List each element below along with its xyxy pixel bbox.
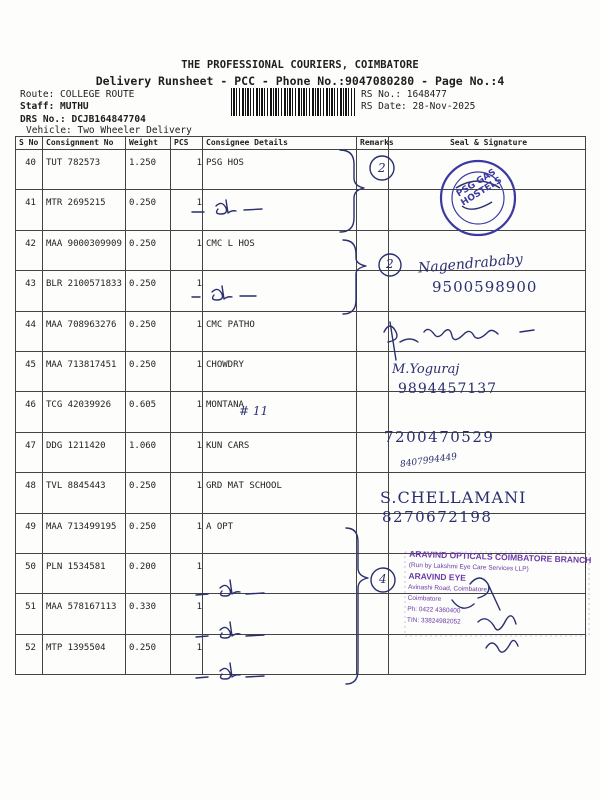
cell-sno: 44 [16, 311, 43, 351]
cell-weight: 0.250 [126, 271, 171, 311]
staff: Staff: MUTHU [20, 101, 89, 112]
drs-no: DRS No.: DCJB164847704 [20, 114, 146, 125]
cell-pcs: 1 [171, 311, 203, 351]
col-seal: Seal & Signature [389, 137, 586, 150]
cell-pcs: 1 [171, 634, 203, 674]
cell-weight: 0.200 [126, 553, 171, 593]
cell-sno: 42 [16, 230, 43, 270]
rs-no: RS No.: 1648477 [361, 89, 447, 100]
cell-weight: 1.250 [126, 150, 171, 190]
cell-consignment: MTR 2695215 [43, 190, 126, 230]
remarks-brace-2 [343, 240, 401, 314]
montana-handwritten-number: # 11 [239, 404, 269, 418]
cell-consignment: MAA 713817451 [43, 351, 126, 391]
cell-consignment: MAA 578167113 [43, 594, 126, 634]
cell-sno: 43 [16, 271, 43, 311]
cell-pcs: 1 [171, 473, 203, 513]
cell-weight: 0.605 [126, 392, 171, 432]
cell-sno: 46 [16, 392, 43, 432]
cell-pcs: 1 [171, 190, 203, 230]
cell-consignee: A OPT [203, 513, 357, 553]
cell-consignment: BLR 2100571833 [43, 271, 126, 311]
signature-phone-row45: 9894457137 [398, 381, 498, 397]
cell-sno: 49 [16, 513, 43, 553]
signature-phone-row47: 8407994449 [399, 452, 458, 470]
col-sno: S No [16, 137, 43, 150]
cell-pcs: 1 [171, 432, 203, 472]
company-name: THE PROFESSIONAL COURIERS, COIMBATORE [181, 59, 419, 71]
cell-consignee: MONTANA [203, 392, 357, 432]
cell-pcs: 1 [171, 553, 203, 593]
cell-consignment: MAA 708963276 [43, 311, 126, 351]
cell-consignee: PSG HOS [203, 150, 357, 190]
cell-consignee: CHOWDRY [203, 351, 357, 391]
signature-row44 [384, 322, 534, 360]
runsheet-title: Delivery Runsheet - PCC - Phone No.:9047080280 - Page No.:4 [95, 74, 505, 88]
signature-name-row48: S.CHELLAMANI [380, 488, 527, 507]
cell-sno: 45 [16, 351, 43, 391]
remark-number-3: 4 [379, 572, 387, 586]
signature-phone-row46: 7200470529 [384, 428, 495, 446]
col-weight: Weight [126, 137, 171, 150]
scribble-row52 [196, 663, 264, 679]
cell-sno: 52 [16, 634, 43, 674]
cell-sno: 40 [16, 150, 43, 190]
scribble-row43 [192, 286, 256, 300]
cell-consignee: CMC L HOS [203, 230, 357, 270]
col-consignee: Consignee Details [203, 137, 357, 150]
col-pcs: PCS [171, 137, 203, 150]
cell-consignment: MAA 9000309909 [43, 230, 126, 270]
signature-phone-row48: 8270672198 [382, 508, 493, 526]
cell-weight: 0.330 [126, 594, 171, 634]
cell-consignment: DDG 1211420 [43, 432, 126, 472]
cell-weight: 0.250 [126, 634, 171, 674]
cell-pcs: 1 [171, 594, 203, 634]
cell-sno: 51 [16, 594, 43, 634]
cell-consignment: MTP 1395504 [43, 634, 126, 674]
cell-sno: 41 [16, 190, 43, 230]
vehicle: Vehicle: Two Wheeler Delivery [26, 125, 192, 136]
aravind-stamp-text [407, 549, 596, 632]
aravind-stamp-line5: Coimbatore [407, 594, 442, 603]
cell-pcs: 1 [171, 230, 203, 270]
signature-name-row42: Nagendrababy [417, 251, 524, 277]
cell-weight: 0.250 [126, 190, 171, 230]
cell-consignment: TCG 42039926 [43, 392, 126, 432]
col-remarks: Remarks [357, 137, 389, 150]
remark-number-2: 2 [386, 257, 394, 271]
scribble-row41 [192, 200, 262, 214]
rs-date: RS Date: 28-Nov-2025 [361, 101, 476, 112]
aravind-stamp-line6: Ph: 0422 4360400 [407, 605, 461, 615]
cell-pcs: 1 [171, 351, 203, 391]
signature-phone-row42: 9500598900 [432, 278, 538, 296]
psg-stamp-text: PSG GAS HOSTELS [454, 167, 504, 209]
aravind-stamp-line4: Avinashi Road, Coimbatore [407, 583, 488, 594]
cell-sno: 47 [16, 432, 43, 472]
aravind-stamp-line3: ARAVIND EYE [408, 570, 467, 583]
cell-consignee: GRD MAT SCHOOL [203, 473, 357, 513]
aravind-stamp-line7: TIN: 33824982052 [406, 616, 461, 626]
aravind-stamp-line2: (Run by Lakshmi Eye Care Services LLP) [408, 561, 529, 573]
cell-weight: 0.250 [126, 473, 171, 513]
cell-consignment: PLN 1534581 [43, 553, 126, 593]
route: Route: COLLEGE ROUTE [20, 89, 135, 100]
scribble-row50 [196, 580, 264, 596]
cell-weight: 0.250 [126, 351, 171, 391]
cell-pcs: 1 [171, 271, 203, 311]
remark-number-1: 2 [378, 161, 386, 175]
cell-consignment: TVL 8845443 [43, 473, 126, 513]
cell-pcs: 1 [171, 392, 203, 432]
cell-consignee: CMC PATHO [203, 311, 357, 351]
scribble-row51 [196, 622, 264, 638]
remarks-brace-3 [346, 528, 395, 684]
cell-sno: 50 [16, 553, 43, 593]
cell-consignment: TUT 782573 [43, 150, 126, 190]
col-consignment: Consignment No [43, 137, 126, 150]
cell-consignee: KUN CARS [203, 432, 357, 472]
cell-weight: 0.250 [126, 513, 171, 553]
cell-weight: 1.060 [126, 432, 171, 472]
cell-consignment: MAA 713499195 [43, 513, 126, 553]
cell-weight: 0.250 [126, 311, 171, 351]
cell-pcs: 1 [171, 150, 203, 190]
cell-pcs: 1 [171, 513, 203, 553]
cell-sno: 48 [16, 473, 43, 513]
cell-weight: 0.250 [126, 230, 171, 270]
aravind-stamp-line1: ARAVIND OPTICALS COIMBATORE BRANCH [409, 548, 592, 566]
signature-name-row45: M.Yoguraj [392, 362, 460, 377]
